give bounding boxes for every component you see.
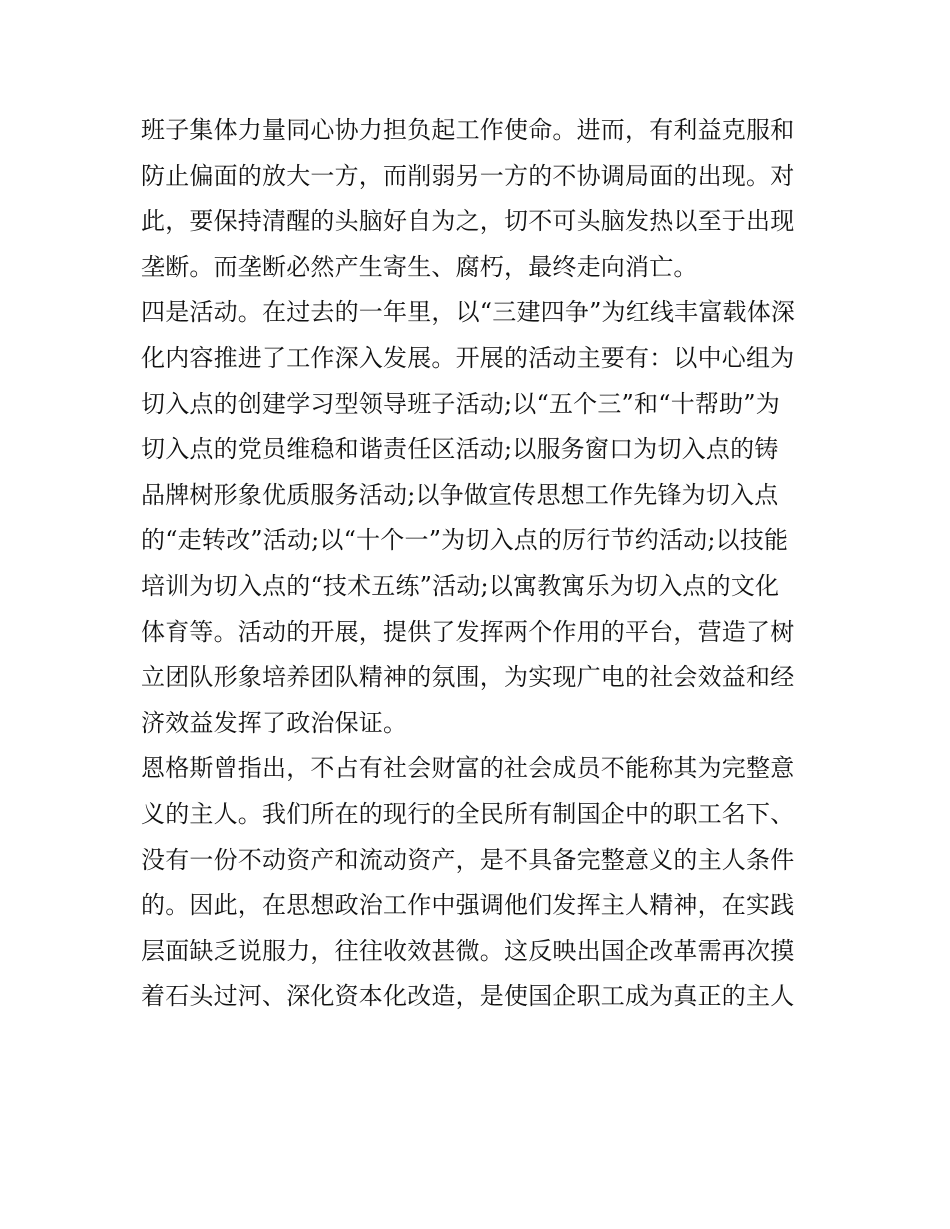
text-line: 体育等。活动的开展，提供了发挥两个作用的平台，营造了树 — [141, 617, 795, 646]
text-line: 班子集体力量同心协力担负起工作使命。进而，有利益克服和 — [141, 116, 795, 144]
body-text — [141, 108, 821, 1020]
text-line: 恩格斯曾指出，不占有社会财富的社会成员不能称其为完整意 — [141, 754, 795, 783]
text-line: 没有一份不动资产和流动资产，是不具备完整意义的主人条件 — [141, 845, 795, 874]
text-line: 立团队形象培养团队精神的氛围，为实现广电的社会效益和经 — [141, 663, 795, 692]
text-line: 切入点的党员维稳和谐责任区活动;以服务窗口为切入点的铸 — [141, 435, 779, 464]
text-line: 培训为切入点的“技术五练”活动;以寓教寓乐为切入点的文化 — [141, 571, 780, 600]
text-line: 着石头过河、深化资本化改造，是使国企职工成为真正的主人 — [141, 982, 795, 1011]
text-line: 济效益发挥了政治保证。 — [141, 708, 408, 737]
text-line: 四是活动。在过去的一年里，以“三建四争”为红线丰富载体深 — [141, 298, 796, 327]
text-line: 义的主人。我们所在的现行的全民所有制国企中的职工名下、 — [141, 799, 795, 828]
text-line: 防止偏面的放大一方，而削弱另一方的不协调局面的出现。对 — [141, 161, 795, 190]
text-line: 的。因此，在思想政治工作中强调他们发挥主人精神，在实践 — [141, 891, 795, 920]
text-line: 的“走转改”活动;以“十个一”为切入点的厉行节约活动;以技能 — [141, 526, 789, 555]
text-line: 化内容推进了工作深入发展。开展的活动主要有：以中心组为 — [141, 343, 795, 372]
text-line: 品牌树形象优质服务活动;以争做宣传思想工作先锋为切入点 — [141, 480, 779, 509]
text-line: 垄断。而垄断必然产生寄生、腐朽，最终走向消亡。 — [141, 252, 698, 281]
text-line: 切入点的创建学习型领导班子活动;以“五个三”和“十帮助”为 — [141, 389, 780, 418]
text-line: 此，要保持清醒的头脑好自为之，切不可头脑发热以至于出现 — [141, 207, 795, 236]
text-line: 层面缺乏说服力，往往收效甚微。这反映出国企改革需再次摸 — [141, 936, 795, 965]
